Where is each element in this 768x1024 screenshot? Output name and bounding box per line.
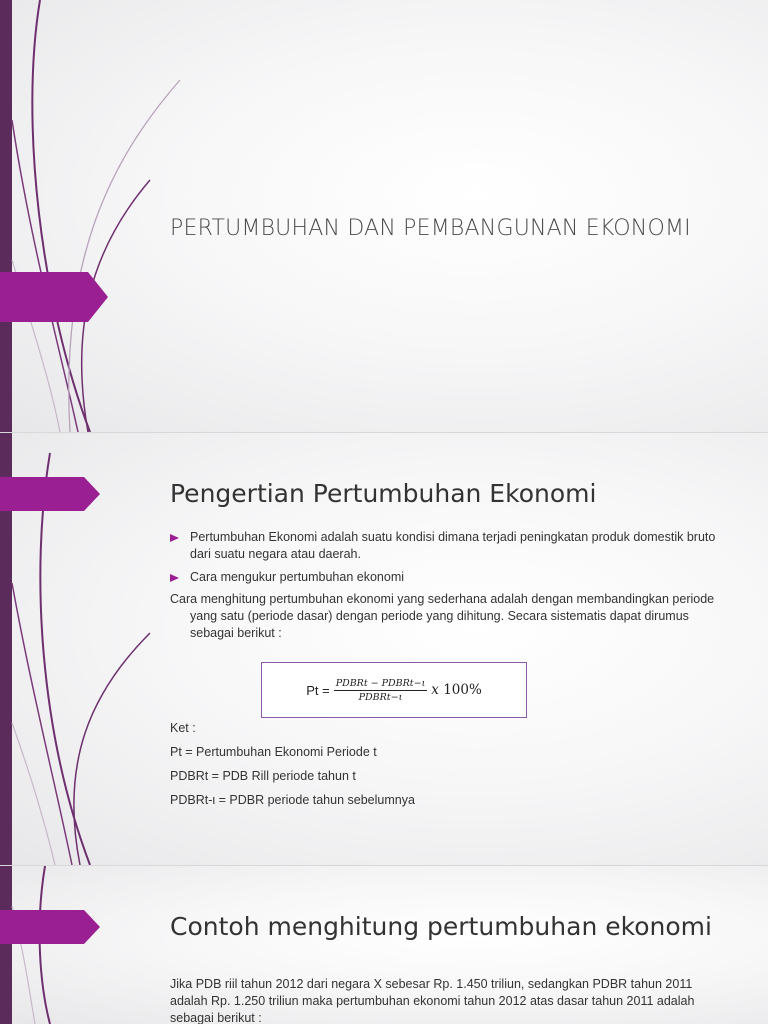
- ket-line: PDBRt-ι = PDBR periode tahun sebelumnya: [170, 793, 415, 807]
- growth-formula: [261, 662, 527, 718]
- slide-example: [0, 866, 768, 1024]
- accent-tab-marker: [0, 477, 110, 527]
- presentation-title: PERTUMBUHAN DAN PEMBANGUNAN EKONOMI: [170, 216, 691, 241]
- bullet-arrow-icon: [170, 574, 179, 582]
- ket-label: Ket :: [170, 721, 196, 735]
- formula-lhs: Pt =: [306, 682, 330, 698]
- accent-tab-marker: [0, 910, 110, 960]
- formula-denominator: PDBRt−ι: [358, 691, 403, 703]
- formula-multiplier: x 100%: [431, 682, 482, 698]
- formula-fraction: [334, 678, 428, 703]
- bullet-text: Pertumbuhan Ekonomi adalah suatu kondisi dimana terjadi peningkatan produk domestik bruto dari suatu negara atau daerah.: [190, 530, 716, 561]
- legend-notes: [170, 716, 730, 812]
- bullet-text: Cara mengukur pertumbuhan ekonomi: [190, 570, 405, 584]
- definition-content: [170, 529, 730, 642]
- slide-definition: [0, 433, 768, 865]
- formula-numerator: PDBRt − PDBRt−ι: [335, 677, 426, 689]
- bullet-item: [170, 569, 730, 586]
- slide-title: [0, 0, 768, 432]
- example-paragraph: Jika PDB riil tahun 2012 dari negara X sebesar Rp. 1.450 triliun, sedangkan PDBR tahun 2011 adalah Rp. 1.250 triliun maka pertumbuhan ekonomi tahun 2012 atas dasar tahun 2011 adalah sebagai berikut :: [170, 977, 695, 1024]
- bullet-arrow-icon: [170, 534, 179, 542]
- section-heading: Contoh menghitung pertumbuhan ekonomi: [170, 912, 712, 941]
- ket-line: PDBRt = PDB Rill periode tahun t: [170, 769, 356, 783]
- accent-tab-marker: [0, 272, 110, 322]
- ket-line: Pt = Pertumbuhan Ekonomi Periode t: [170, 745, 377, 759]
- section-heading: Pengertian Pertumbuhan Ekonomi: [170, 479, 597, 508]
- method-paragraph: Cara menghitung pertumbuhan ekonomi yang sederhana adalah dengan membandingkan periode yang satu (periode dasar) dengan periode yang dihitung. Secara sistematis dapat dirumus sebagai berikut :: [170, 592, 715, 640]
- bullet-item: [170, 529, 730, 563]
